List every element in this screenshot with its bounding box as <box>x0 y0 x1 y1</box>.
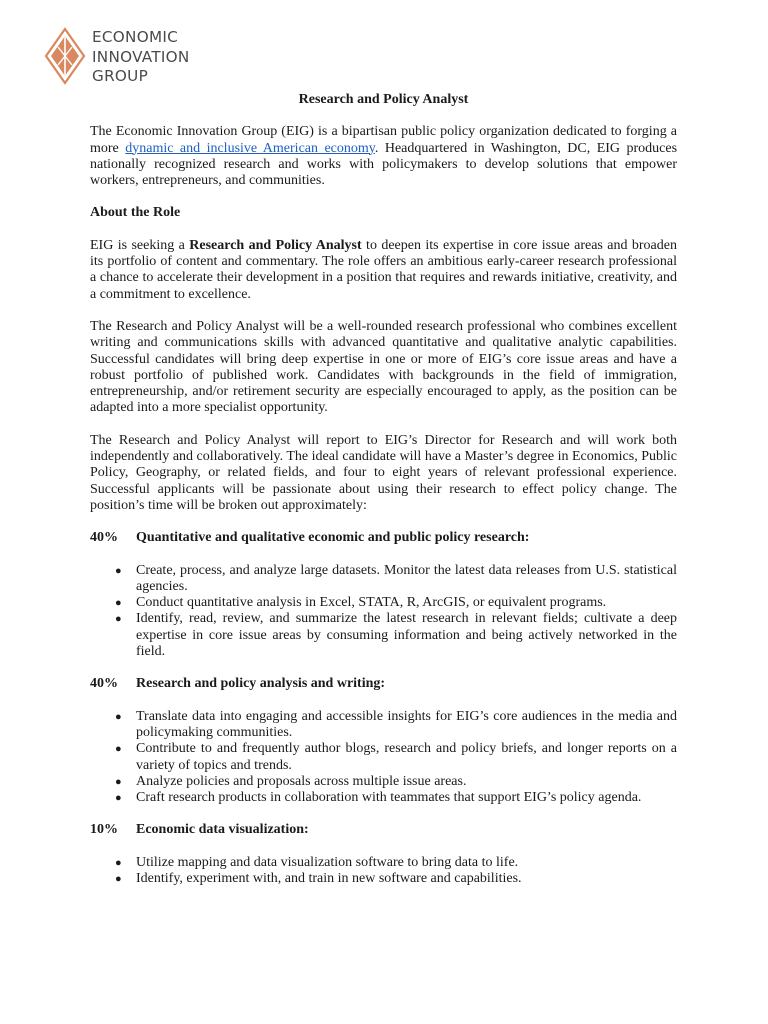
logo-wordmark <box>92 28 190 87</box>
list-item-text: Identify, read, review, and summarize the latest research in relevant fields; cultivate a deep expertise in core issue areas by consuming information and being actively networked in the field. <box>136 611 677 660</box>
about-text-continued: to deepen its expertise in core issue areas and broaden its portfolio of content and commentary. The role offers an ambitious early-career research professional a chance to accelerate their development in a position that requires and rewards initiative, creativity, and a commitment to excellence. <box>90 237 677 302</box>
document-body <box>90 92 677 903</box>
bullet-icon: ● <box>115 872 122 885</box>
bullet-icon: ● <box>115 792 122 805</box>
about-role-heading: About the Role <box>90 205 181 221</box>
duty-list <box>90 563 677 661</box>
list-item-text: Analyze policies and proposals across multiple issue areas. <box>136 773 467 789</box>
allocation-percent: 10% <box>90 822 118 838</box>
list-item <box>115 870 677 887</box>
allocation-title: Economic data visualization: <box>136 822 309 838</box>
allocation-title: Research and policy analysis and writing: <box>136 676 386 692</box>
list-item-text: Identify, experiment with, and train in new software and capabilities. <box>136 870 522 886</box>
eig-diamond-icon <box>44 27 86 85</box>
time-allocation-heading <box>90 530 677 546</box>
list-item-text: Create, process, and analyze large datasets. Monitor the latest data releases from U.S. statistical agencies. <box>136 562 677 594</box>
page-title: Research and Policy Analyst <box>298 92 469 107</box>
bullet-icon: ● <box>115 856 122 869</box>
bullet-icon: ● <box>115 597 122 610</box>
about-paragraph-3: The Research and Policy Analyst will report to EIG’s Director for Research and will work both independently and collaboratively. The ideal candidate will have a Master’s degree in Economics, Public Policy, Geography, or related fields, and four to eight years of relevant professional experience. Successful applicants will be passionate about using their research to effect policy change. The position’s time will be broken out approximately: <box>90 432 677 513</box>
list-item <box>115 741 677 774</box>
list-item <box>115 790 677 806</box>
list-item <box>115 773 677 790</box>
list-item <box>115 562 677 596</box>
about-text: EIG is seeking a <box>90 237 190 253</box>
bullet-icon: ● <box>115 775 122 788</box>
logo-line: GROUP <box>92 67 149 85</box>
bullet-icon: ● <box>115 743 122 756</box>
list-item-text: Conduct quantitative analysis in Excel, STATA, R, ArcGIS, or equivalent programs. <box>136 595 607 611</box>
duty-list <box>90 855 677 888</box>
time-allocation-heading <box>90 676 677 692</box>
allocation-percent: 40% <box>90 530 118 546</box>
allocation-percent: 40% <box>90 676 118 692</box>
bullet-icon: ● <box>115 710 122 723</box>
bullet-icon: ● <box>115 564 122 577</box>
list-item-text: Translate data into engaging and accessible insights for EIG’s core audiences in the media and policymaking communities. <box>136 708 677 740</box>
list-item <box>115 708 677 742</box>
time-allocation-heading <box>90 822 677 838</box>
economy-link[interactable]: dynamic and inclusive American economy <box>125 140 375 156</box>
list-item-text: Utilize mapping and data visualization software to bring data to life. <box>136 854 519 870</box>
list-item <box>115 854 677 871</box>
bullet-icon: ● <box>115 613 122 626</box>
about-paragraph-2: The Research and Policy Analyst will be a well-rounded research professional who combines excellent writing and communications skills with advanced quantitative and qualitative analytic capabilities. Successful candidates will bring deep expertise in one or more of EIG’s core issue areas and have a robust portfolio of published work. Candidates with backgrounds in the field of immigration, entrepreneurship, and/or retirement security are especially encouraged to apply, as the position can be adapted into a more specialist opportunity. <box>90 318 677 416</box>
duty-list <box>90 709 677 807</box>
list-item-text: Craft research products in collaboration with teammates that support EIG’s policy agenda. <box>136 790 642 806</box>
list-item <box>115 595 677 611</box>
about-paragraph-1 <box>90 238 677 303</box>
logo-line: INNOVATION <box>92 47 190 66</box>
list-item-text: Contribute to and frequently author blogs, research and policy briefs, and longer reports on a variety of topics and trends. <box>136 741 677 773</box>
role-name-bold: Research and Policy Analyst <box>189 237 362 253</box>
intro-text: The Economic Innovation Group (EIG) is a bipartisan public policy organization dedicated to forging a more <box>90 124 677 156</box>
list-item <box>115 611 677 660</box>
intro-text-continued: . Headquartered in Washington, DC, EIG produces nationally recognized research and works with policymakers to develop solutions that empower workers, entrepreneurs, and communities. <box>90 140 678 189</box>
intro-paragraph <box>90 124 677 189</box>
logo-line: ECONOMIC <box>92 28 179 46</box>
allocation-title: Quantitative and qualitative economic and public policy research: <box>136 530 530 546</box>
